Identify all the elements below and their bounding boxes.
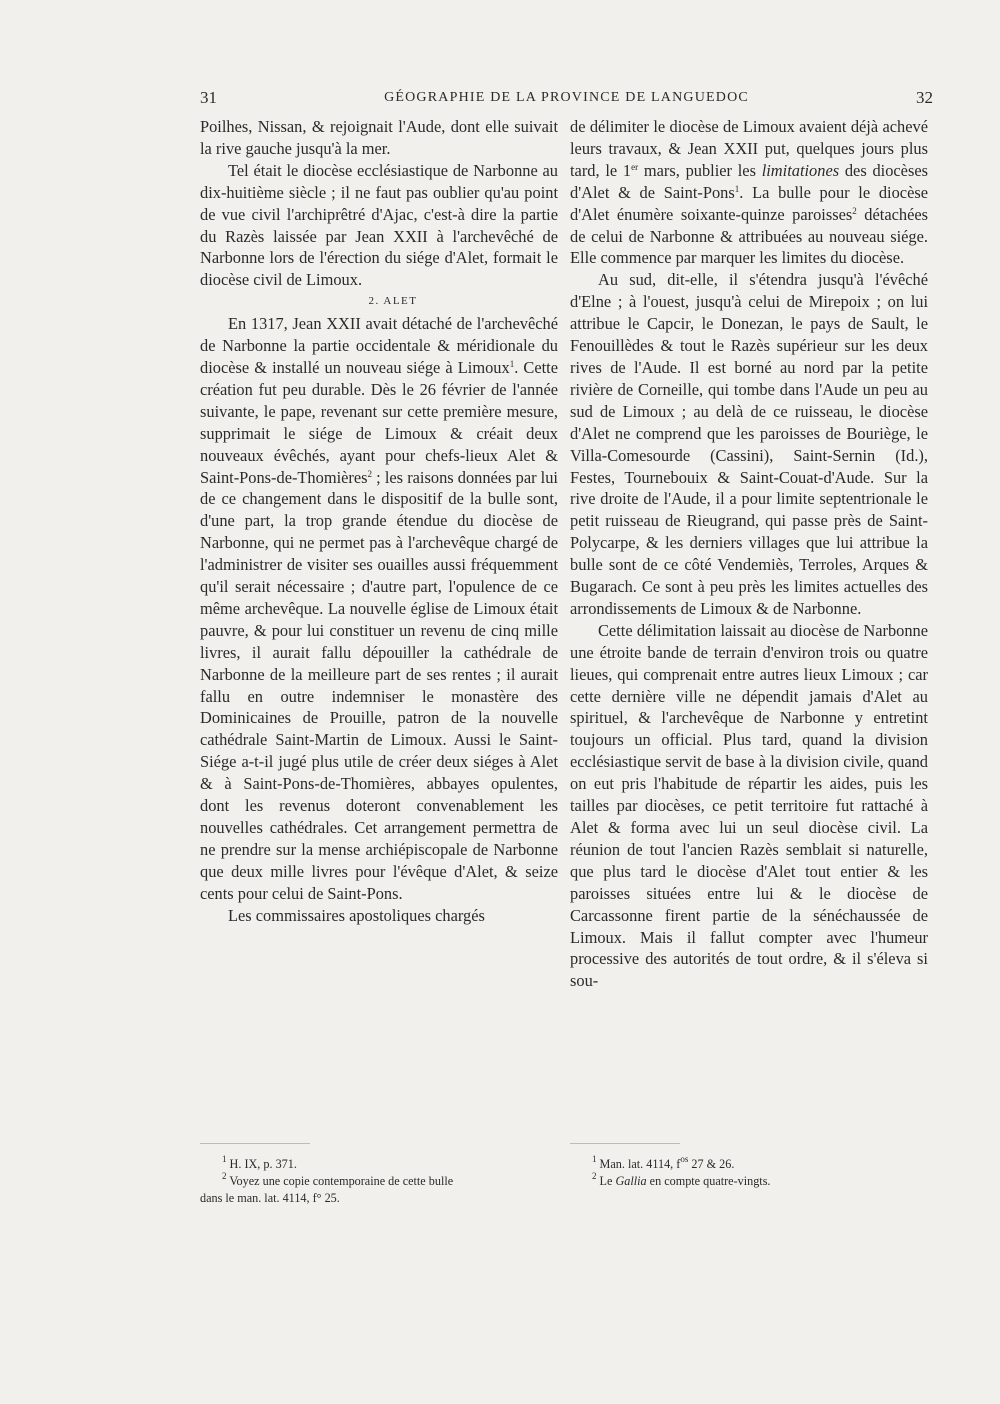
left-column xyxy=(200,116,558,927)
paragraph: Au sud, dit-elle, il s'étendra jusqu'à l'évêché d'Elne ; à l'ouest, jusqu'à celui de Mirepoix ; on lui attribue le Capcir, le Donezan, le pays de Sault, le Fenouillèdes & tout le Razès supérieur sur les deux rives de l'Aude. Il est borné au nord par la petite rivière de Corneille, qui tombe dans l'Aude un peu au sud de Limoux ; au delà de ce ruisseau, le diocèse d'Alet ne comprend que les paroisses de Bouriège, le Villa-Comesourde (Cassini), Saint-Sernin (Id.), Festes, Tournebouix & Saint-Couat-d'Aude. Sur la rive droite de l'Aude, il a pour limite septentrionale le petit ruisseau de Rieugrand, qui passe près de Saint-Polycarpe, & les derniers villages que lui attribue la bulle sont de ce côté Vendemiès, Terroles, Arques & Bugarach. Ce sont à peu près les limites actuelles des arrondissements de Limoux & de Narbonne. xyxy=(570,270,928,618)
left-page-number: 31 xyxy=(200,88,217,107)
footnote-rule xyxy=(200,1143,310,1144)
footnote-marker: 1 xyxy=(509,358,515,369)
running-title: GÉOGRAPHIE DE LA PROVINCE DE LANGUEDOC xyxy=(384,90,749,105)
footnote: $^1$ H. IX, p. 371. xyxy=(222,1154,297,1171)
footnote-rule xyxy=(570,1143,680,1144)
running-head xyxy=(200,88,933,112)
footnote-marker: 2 xyxy=(852,205,857,216)
footnote-marker: 2 xyxy=(367,468,373,479)
footnote-marker: 1 xyxy=(734,183,740,194)
footnote: $^2$ Le Gallia en compte quatre-vingts. xyxy=(592,1171,771,1188)
paragraph: Poilhes, Nissan, & rejoignait l'Aude, dont elle suivait la rive gauche jusqu'à la mer. xyxy=(200,117,558,158)
paragraph: Cette délimitation laissait au diocèse de Narbonne une étroite bande de terrain d'environ trois ou quatre lieues, qui comprenait entre autres lieux Limoux ; car cette dernière ville ne dépendit jamais d'Alet au spirituel, & l'archevêque de Narbonne y entretint toujours un official. Plus tard, quand la division ecclésiastique servit de base à la division civile, quand on eut pris l'habitude de répartir les aides, puis les tailles par diocèses, ce petit territoire fut rattaché à Alet & forma avec lui un seul diocèse civil. La réunion de tout l'ancien Razès semblait si naturelle, que plus tard le diocèse d'Alet tout entier & les paroisses situées entre lui & le diocèse de Carcassonne firent partie de la sénéchaussée de Limoux. Mais il fallut compter avec l'humeur processive des autorités de tout ordre, & il s'éleva si sou- xyxy=(570,620,928,991)
right-page-number: 32 xyxy=(916,88,933,107)
section-title: 2. ALET xyxy=(368,295,418,308)
paragraph: En 1317, Jean XXII avait détaché de l'archevêché de Narbonne la partie occidentale & méridionale du diocèse & installé un nouveau siége à Limoux$^1$. Cette création fut peu durable. Dès le 26 février de l'année suivante, le pape, revenant sur cette première mesure, supprimait le siége de Limoux & créait deux nouveaux évêchés, ayant pour chefs-lieux Alet & Saint-Pons-de-Thomières$^2$ ; les raisons données par lui de ce changement dans le dispositif de la bulle sont, d'une part, la trop grande étendue du diocèse de Narbonne, qui ne permet pas à l'archevêque chargé de l'administrer de visiter ses ouailles aussi fréquemment qu'il serait nécessaire ; d'autre part, l'opulence de ce même archevêque. La nouvelle église de Limoux était pauvre, & pour lui constituer un revenu de cinq mille livres, il aurait fallu dépouiller la cathédrale de Narbonne de la meilleure part de ses rentes ; il aurait fallu en outre indemniser le monastère des Dominicaines de Prouille, patron de la nouvelle cathédrale Saint-Martin de Limoux. Aussi le Saint-Siége a-t-il jugé plus utile de créer deux siéges à Alet & à Saint-Pons-de-Thomières, abbayes opulentes, dont les revenus doteront convenablement les nouvelles cathédrales. Cet arrangement permettra de ne prendre sur la mense archiépiscopale de Narbonne que deux mille livres pour l'évêque d'Alet, & seize cents pour celui de Saint-Pons. xyxy=(200,314,558,903)
paragraph: Tel était le diocèse ecclésiastique de Narbonne au dix-huitième siècle ; il ne faut pas oublier qu'au point de vue civil l'archiprêtré d'Ajac, c'est-à dire la partie du Razès laissée par Jean XXII à l'archevêché de Narbonne lors de l'érection du siége d'Alet, formait le diocèse civil de Limoux. xyxy=(200,160,558,290)
footnote: $^2$ Voyez une copie contemporaine de cette bulle xyxy=(222,1171,454,1188)
footnote: $^1$ Man. lat. 4114, $f^{os}$ 27 & 26. xyxy=(592,1154,735,1171)
right-column xyxy=(570,116,928,992)
footnote-continuation: dans le man. lat. 4114, f° 25. xyxy=(200,1191,340,1205)
footnotes-left xyxy=(200,1156,558,1207)
footnotes-right xyxy=(570,1156,928,1190)
paragraph: Les commissaires apostoliques chargés xyxy=(228,905,485,925)
paragraph: de délimiter le diocèse de Limoux avaient déjà achevé leurs travaux, & Jean XXII put, quelques jours plus tard, le 1er mars, publier les limitationes des diocèses d'Alet & de Saint-Pons$^1$. La bulle pour le diocèse d'Alet énumère soixante-quinze paroisses$^2$ détachées de celui de Narbonne & attribuées au nouveau siége. Elle commence par marquer les limites du diocèse. xyxy=(570,117,928,268)
